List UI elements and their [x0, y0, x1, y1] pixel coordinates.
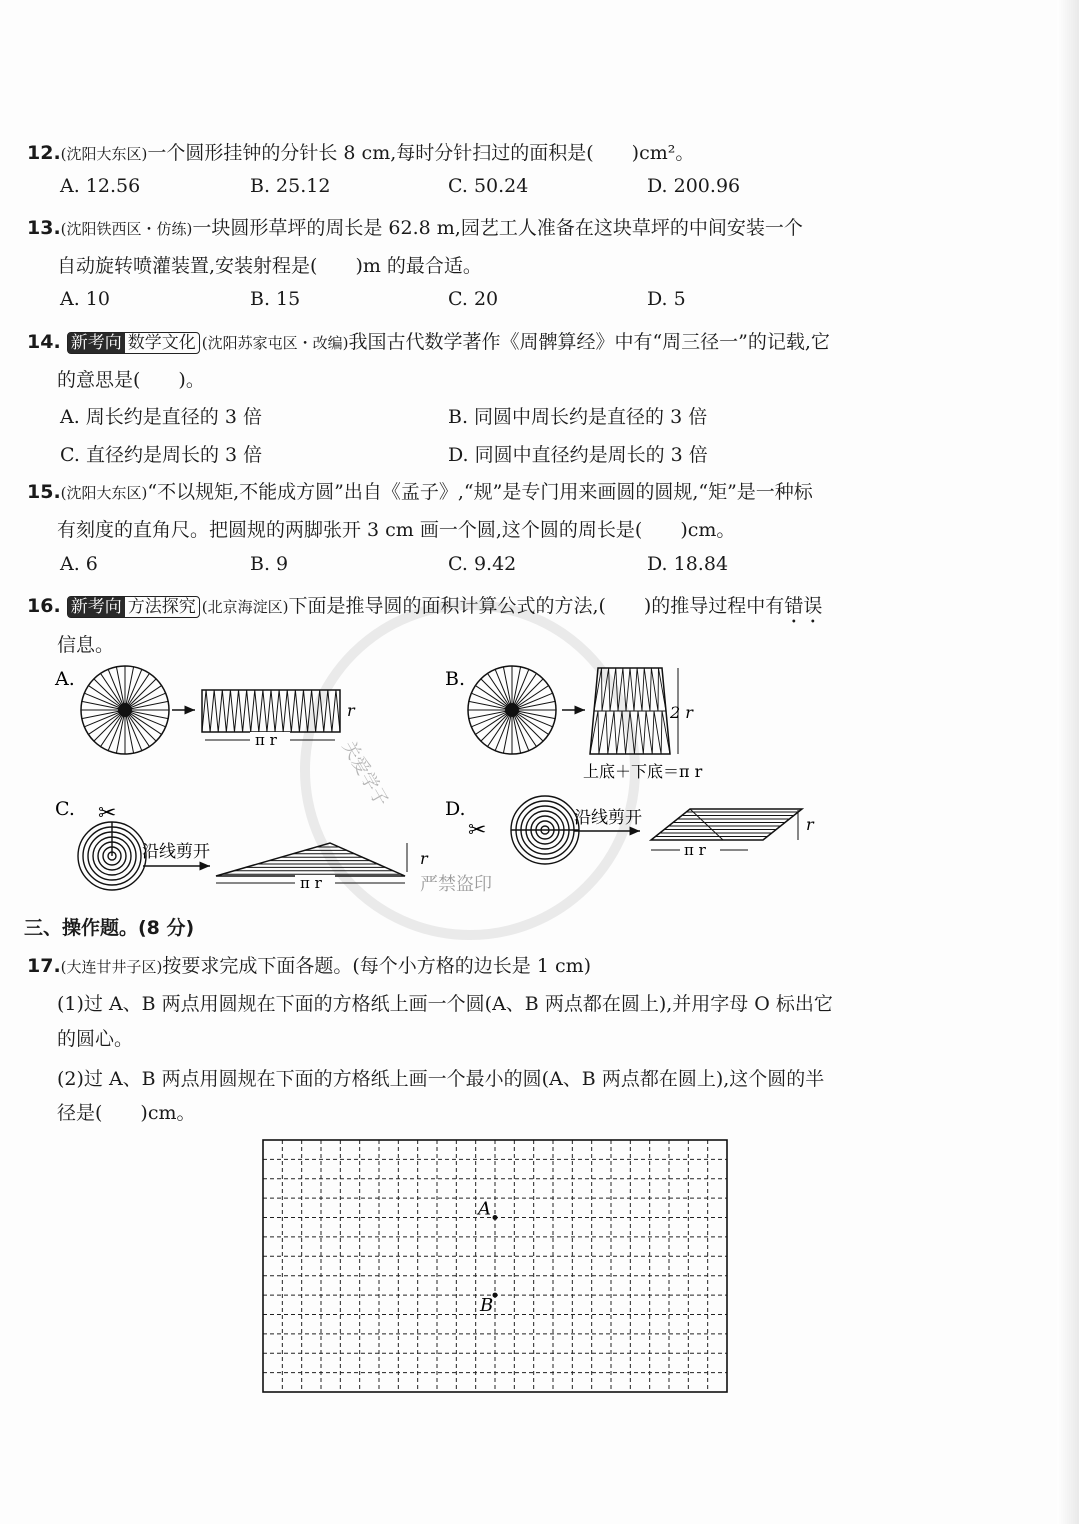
figure-d-parallelogram [651, 809, 802, 840]
question-15 [27, 477, 813, 504]
emphasized-text: 错误 [784, 595, 823, 617]
cut-label: 沿线剪开 [142, 842, 210, 862]
question-text: 我国古代数学著作《周髀算经》中有“周三径一”的记载,它 [348, 331, 830, 353]
dim-2r: 2 r [670, 703, 693, 722]
question-number: 15. [27, 481, 61, 503]
question-14 [27, 327, 830, 354]
question-text-cont: 自动旋转喷灌装置,安装射程是( )m 的最合适。 [57, 255, 482, 277]
tag-badge [67, 332, 200, 354]
point-b [493, 1293, 498, 1298]
scissors-icon: ✂ [98, 801, 117, 826]
option-c: C. 直径约是周长的 3 倍 [60, 444, 263, 466]
grid-paper[interactable] [262, 1139, 728, 1393]
figure-a-label: A. [55, 668, 75, 690]
question-12 [27, 138, 694, 165]
watermark-text: 关爱学子 [337, 737, 392, 811]
figure-b-label: B. [445, 668, 466, 690]
option-b: B. 25.12 [250, 175, 331, 197]
badge-new: 新考向 [68, 333, 125, 353]
question-number: 17. [27, 955, 61, 977]
option-d: D. 200.96 [647, 175, 741, 197]
figure-c-label: C. [55, 798, 75, 820]
question-number: 16. [27, 595, 61, 617]
question-text-cont: 有刻度的直角尺。把圆规的两脚张开 3 cm 画一个圆,这个圆的周长是( )cm。 [57, 519, 736, 541]
question-text: “不以规矩,不能成方圆”出自《孟子》,“规”是专门用来画圆的圆规,“矩”是一种标 [147, 481, 813, 503]
question-text: 一块圆形草坪的周长是 62.8 m,园艺工人准备在这块草坪的中间安装一个 [192, 217, 803, 239]
question-source: (沈阳苏家屯区・改编) [201, 334, 349, 352]
option-c: C. 50.24 [448, 175, 529, 197]
dim-r: r [347, 701, 355, 720]
point-b-label: B [480, 1295, 494, 1317]
question-text: 下面是推导圆的面积计算公式的方法,( )的推导过程中有 [288, 595, 785, 617]
option-b: B. 同圆中周长约是直径的 3 倍 [448, 406, 708, 428]
question-number: 13. [27, 217, 61, 239]
question-text-cont: 的意思是( )。 [57, 369, 205, 391]
derivation-figures [0, 650, 1079, 910]
dim-pi-r: π r [684, 841, 706, 859]
dim-pi-r: π r [255, 731, 277, 749]
question-number: 12. [27, 142, 61, 164]
figure-a-rectangle [202, 690, 340, 732]
question-text-cont: 信息。 [57, 634, 115, 656]
subquestion-2-cont: 径是( )cm。 [57, 1102, 196, 1124]
option-c: C. 20 [448, 288, 499, 310]
subquestion-1-cont: 的圆心。 [57, 1028, 134, 1050]
subquestion-2: (2)过 A、B 两点用圆规在下面的方格纸上画一个最小的圆(A、B 两点都在圆上),这个圆的半 [57, 1068, 825, 1090]
figure-d-label: D. [445, 798, 466, 820]
question-source: (大连甘井子区) [60, 958, 163, 976]
badge-topic: 方法探究 [127, 597, 196, 617]
question-16 [27, 591, 822, 628]
badge-new: 新考向 [68, 597, 125, 617]
option-c: C. 9.42 [448, 553, 517, 575]
section-title: 三、操作题。(8 分) [24, 917, 195, 939]
dim-r: r [420, 849, 428, 868]
watermark-text: 严禁盗印 [420, 874, 492, 895]
point-a-label: A [478, 1198, 491, 1220]
question-17 [27, 951, 591, 978]
figure-b-trapezoid [590, 668, 670, 754]
figure-d-circle [511, 796, 579, 864]
option-d: D. 5 [647, 288, 686, 310]
option-a: A. 10 [60, 288, 110, 310]
badge-topic: 数学文化 [127, 333, 196, 353]
question-source: (沈阳铁西区・仿练) [60, 220, 193, 238]
option-d: D. 18.84 [647, 553, 729, 575]
question-number: 14. [27, 331, 61, 353]
question-13 [27, 213, 803, 240]
dim-pi-r: π r [300, 874, 322, 892]
question-text: 按要求完成下面各题。(每个小方格的边长是 1 cm) [162, 955, 592, 977]
tag-badge [67, 596, 200, 618]
option-b: B. 9 [250, 553, 289, 575]
subquestion-1: (1)过 A、B 两点用圆规在下面的方格纸上画一个圆(A、B 两点都在圆上),并用字母 O 标出它 [57, 993, 833, 1015]
figure-c-triangle [216, 843, 405, 876]
dim-r: r [806, 815, 814, 834]
question-source: (沈阳大东区) [60, 145, 148, 163]
option-a: A. 6 [60, 553, 98, 575]
cut-label: 沿线剪开 [574, 808, 642, 828]
question-text: 一个圆形挂钟的分针长 8 cm,每时分针扫过的面积是( )cm²。 [147, 142, 695, 164]
figure-c-circle [78, 822, 146, 890]
option-d: D. 同圆中直径约是周长的 3 倍 [448, 444, 708, 466]
scissors-icon: ✂ [468, 818, 487, 843]
option-a: A. 12.56 [60, 175, 141, 197]
figure-a-circle [81, 666, 169, 754]
figure-b-circle [468, 666, 556, 754]
point-a [493, 1215, 498, 1220]
option-b: B. 15 [250, 288, 301, 310]
figure-b-caption: 上底＋下底＝π r [583, 762, 703, 781]
question-source: (沈阳大东区) [60, 484, 148, 502]
option-a: A. 周长约是直径的 3 倍 [60, 406, 262, 428]
question-source: (北京海淀区) [201, 598, 289, 616]
